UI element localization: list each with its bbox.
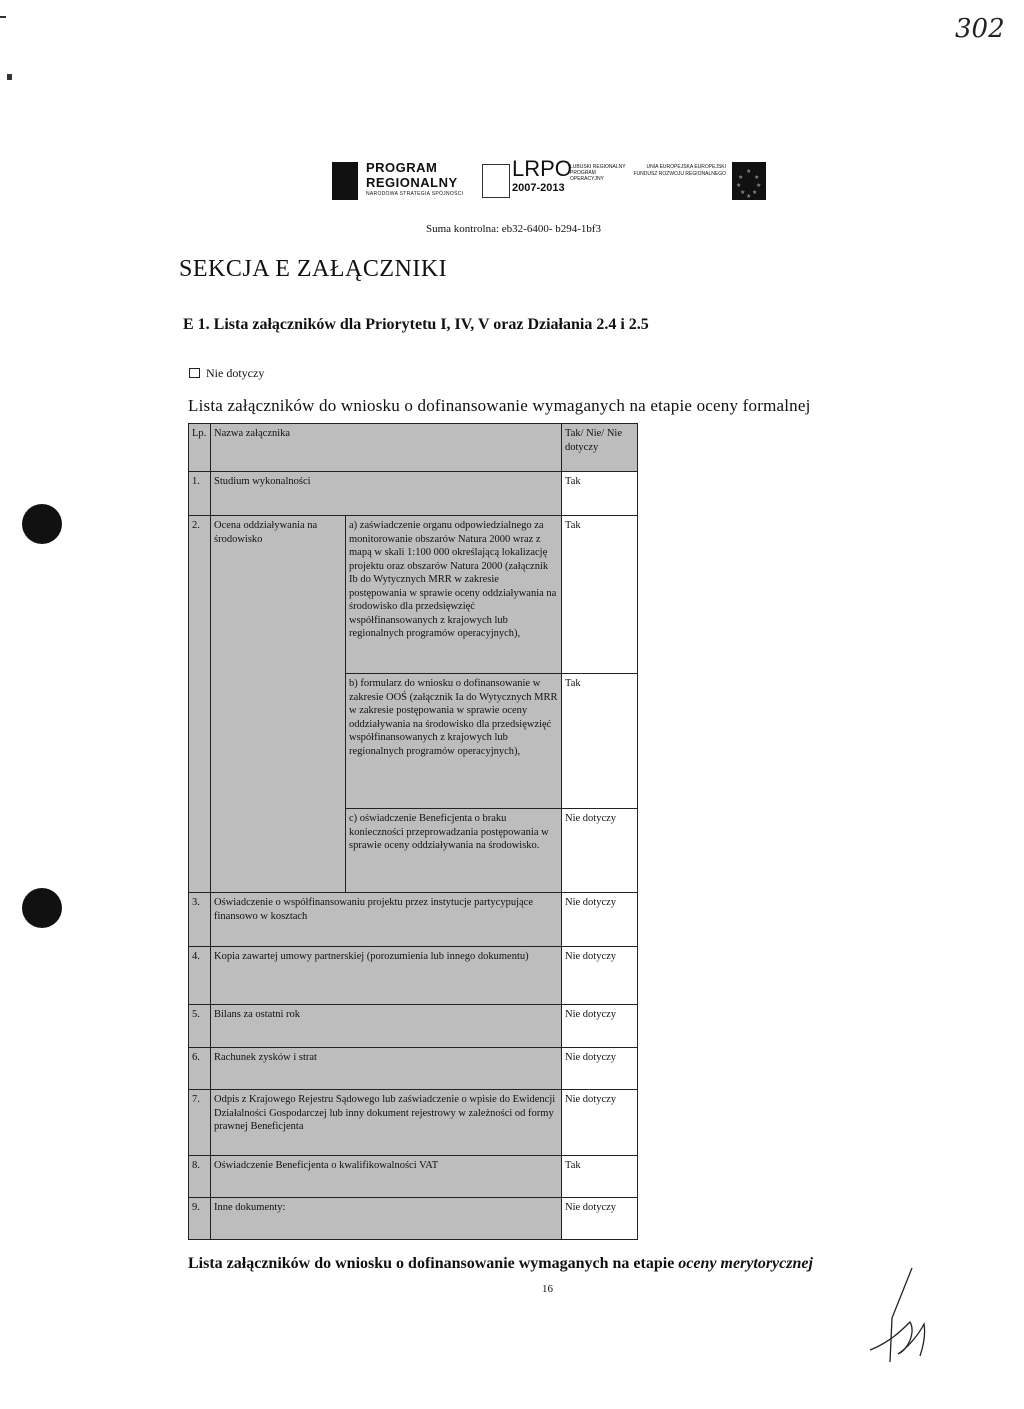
program-subtitle: NARODOWA STRATEGIA SPÓJNOŚCI (366, 191, 464, 197)
row-name: Inne dokumenty: (211, 1198, 562, 1240)
row-status: Nie dotyczy (562, 893, 638, 947)
lrpo-caption: LUBUSKI REGIONALNY PROGRAM OPERACYJNY (570, 164, 626, 182)
row-subitem: b) formularz do wniosku o dofinansowanie w zakresie OOŚ (załącznik Ia do Wytycznych MRR w zakresie postępowania w sprawie oceny oddziaływania na środowisko dla przedsięwzięć współfinansowanych z krajowych lub regionalnych programów operacyjnych), (346, 674, 562, 809)
not-applicable-checkbox[interactable] (189, 368, 200, 378)
lrpo-emblem (482, 164, 510, 198)
row-status: Nie dotyczy (562, 1090, 638, 1156)
table-title: Lista załączników do wniosku o dofinansowanie wymaganych na etapie oceny formalnej (188, 396, 811, 415)
row-subitem: a) zaświadczenie organu odpowiedzialnego za monitorowanie obszarów Natura 2000 wraz z mapą w skali 1:100 000 określającą lokalizację projektu oraz obszarów Natura 2000 (załącznik Ib do Wytycznych MRR w zakresie postępowania w sprawie oceny oddziaływania na środowisko dla przedsięwzięć współfinansowanych z krajowych lub regionalnych programów operacyjnych), (346, 516, 562, 674)
program-title-line2: REGIONALNY (366, 175, 458, 190)
row-name: Ocena oddziaływania na środowisko (211, 516, 346, 893)
handwritten-page-mark: 302 (955, 14, 1005, 44)
row-lp: 9. (189, 1198, 211, 1240)
row-lp: 6. (189, 1048, 211, 1090)
row-name: Odpis z Krajowego Rejestru Sądowego lub zaświadczenie o wpisie do Ewidencji Działalności Gospodarczej lub inny dokument rejestrowy w zależności od formy prawnej Beneficjenta (211, 1090, 562, 1156)
row-status: Tak (562, 472, 638, 516)
bottom-table-title (188, 1255, 813, 1273)
table-row (189, 947, 638, 1005)
lrpo-years: 2007-2013 (512, 182, 565, 194)
table-row (189, 1198, 638, 1240)
row-status: Nie dotyczy (562, 1198, 638, 1240)
row-lp: 1. (189, 472, 211, 516)
eu-caption: UNIA EUROPEJSKA EUROPEJSKI FUNDUSZ ROZWOJU REGIONALNEGO (633, 164, 726, 177)
row-status: Nie dotyczy (562, 809, 638, 893)
table-row (189, 1005, 638, 1048)
row-name: Oświadczenie o współfinansowaniu projektu przez instytucje partycypujące finansowo w kosztach (211, 893, 562, 947)
row-name: Bilans za ostatni rok (211, 1005, 562, 1048)
row-lp: 4. (189, 947, 211, 1005)
eu-flag-logo: ★ ★ ★ ★ ★ ★ ★ ★ (732, 162, 766, 200)
table-row (189, 472, 638, 516)
punch-hole (22, 888, 62, 928)
header-lp: Lp. (189, 424, 211, 472)
row-status: Nie dotyczy (562, 1048, 638, 1090)
not-applicable-option[interactable] (189, 366, 264, 381)
checksum: Suma kontrolna: eb32-6400- b294-1bf3 (426, 223, 602, 235)
table-row (189, 516, 638, 674)
program-title-line1: PROGRAM (366, 160, 438, 175)
page-number: 16 (542, 1283, 553, 1295)
row-lp: 7. (189, 1090, 211, 1156)
table-row (189, 1048, 638, 1090)
bottom-title-text: Lista załączników do wniosku o dofinansowanie wymaganych na etapie (188, 1255, 675, 1272)
row-status: Tak (562, 1156, 638, 1198)
row-status: Tak (562, 674, 638, 809)
row-lp: 8. (189, 1156, 211, 1198)
subsection-title: E 1. Lista załączników dla Priorytetu I, IV, V oraz Działania 2.4 i 2.5 (183, 316, 649, 333)
row-lp: 2. (189, 516, 211, 893)
punch-hole (22, 504, 62, 544)
row-name: Studium wykonalności (211, 472, 562, 516)
attachments-table (188, 423, 638, 1240)
row-name: Oświadczenie Beneficjenta o kwalifikowalności VAT (211, 1156, 562, 1198)
program-regionalny-logo (332, 162, 358, 200)
section-title: SEKCJA E ZAŁĄCZNIKI (179, 256, 448, 282)
table-row (189, 1090, 638, 1156)
header-status: Tak/ Nie/ Nie dotyczy (562, 424, 638, 472)
bottom-title-emphasis: oceny merytorycznej (678, 1255, 813, 1272)
header-name: Nazwa załącznika (211, 424, 562, 472)
row-lp: 3. (189, 893, 211, 947)
table-header-row (189, 424, 638, 472)
lrpo-title: LRPO (512, 156, 572, 181)
handwritten-signature (850, 1262, 960, 1372)
row-name: Kopia zawartej umowy partnerskiej (porozumienia lub innego dokumentu) (211, 947, 562, 1005)
row-subitem: c) oświadczenie Beneficjenta o braku konieczności przeprowadzania postępowania w sprawie oceny oddziaływania na środowisko. (346, 809, 562, 893)
table-row (189, 893, 638, 947)
not-applicable-label: Nie dotyczy (206, 366, 265, 380)
scan-mark (0, 16, 6, 18)
scan-mark (7, 74, 12, 80)
row-status: Nie dotyczy (562, 947, 638, 1005)
row-lp: 5. (189, 1005, 211, 1048)
row-status: Tak (562, 516, 638, 674)
row-status: Nie dotyczy (562, 1005, 638, 1048)
table-row (189, 1156, 638, 1198)
row-name: Rachunek zysków i strat (211, 1048, 562, 1090)
logo-banner (332, 150, 772, 210)
